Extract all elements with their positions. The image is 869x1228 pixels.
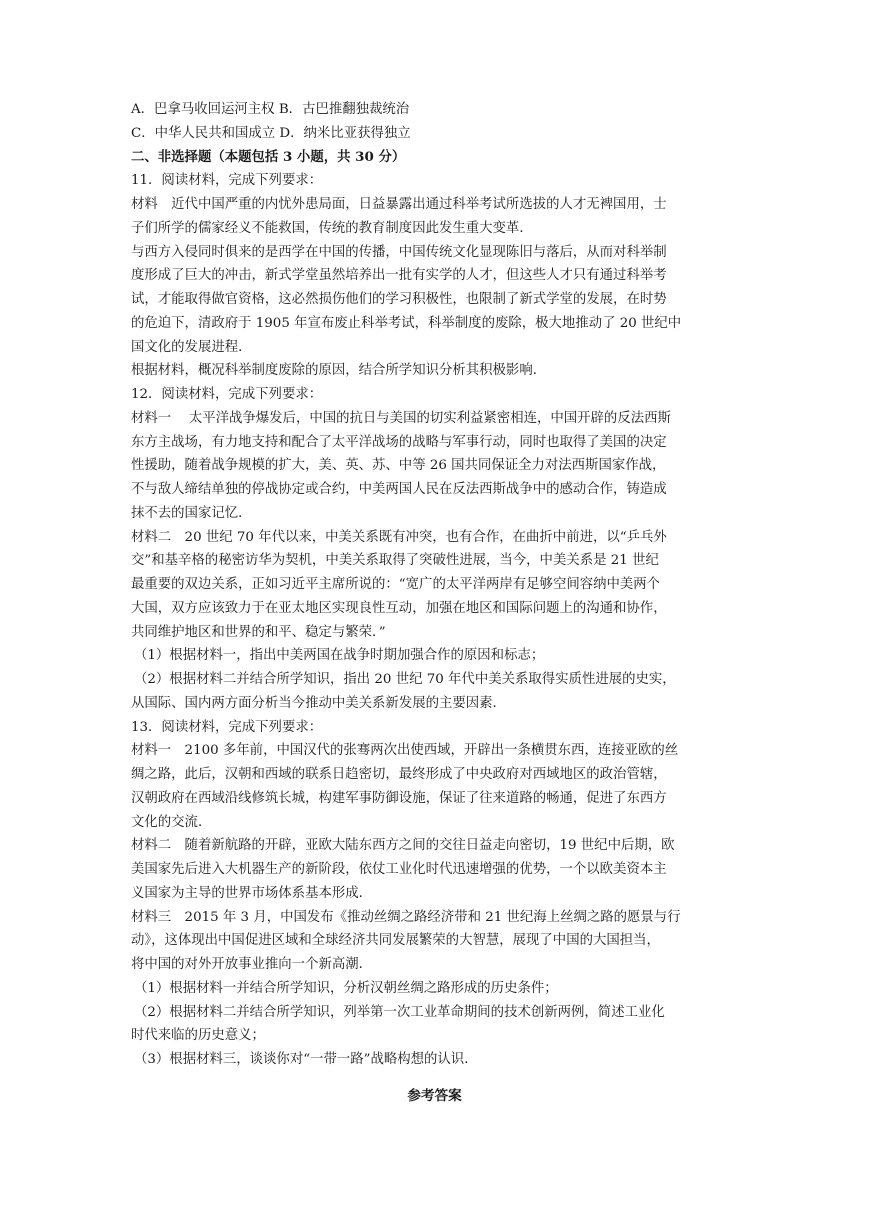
text-line: 与西方入侵同时俱来的是西学在中国的传播，中国传统文化显现陈旧与落后，从而对科举制 bbox=[131, 244, 667, 260]
question-13-sub-2: （2）根据材料二并结合所学知识，列举第一次工业革命期间的技术创新两例，简述工业化 bbox=[134, 1004, 665, 1020]
text-line: 义国家为主导的世界市场体系基本形成． bbox=[131, 885, 373, 901]
text-line: 抹不去的国家记忆． bbox=[131, 505, 252, 521]
answer-section-title: 参考答案 bbox=[407, 1088, 462, 1104]
text-line: 材料二 随着新航路的开辟，亚欧大陆东西方之间的交往日益走向密切，19 世纪中后期，欧 bbox=[131, 838, 675, 854]
text-line: 材料一 2100 多年前，中国汉代的张骞两次出使西域，开辟出一条横贯东西，连接亚欧的丝 bbox=[131, 743, 679, 759]
question-11-prompt: 根据材料，概况科举制度废除的原因，结合所学知识分析其积极影响． bbox=[131, 363, 547, 379]
question-13-sub-3: （3）根据材料三，谈谈你对“一带一路”战略构想的认识． bbox=[134, 1052, 478, 1067]
text-line: 性援助，随着战争规模的扩大，美、英、苏、中等 26 国共同保证全力对法西斯国家作战， bbox=[131, 458, 666, 474]
text-line: 国文化的发展进程． bbox=[131, 339, 252, 355]
text-line: 子们所学的儒家经义不能救国，传统的教育制度因此发生重大变革． bbox=[131, 220, 533, 236]
text-line: 从国际、国内两方面分析当今推动中美关系新发展的主要因素． bbox=[131, 695, 506, 711]
text-line: 时代来临的历史意义； bbox=[131, 1028, 265, 1044]
text-line: 度形成了巨大的冲击，新式学堂虽然培养出一批有实学的人才，但这些人才只有通过科举考 bbox=[131, 268, 667, 284]
text-line: 交”和基辛格的秘密访华为契机，中美关系取得了突破性进展，当今，中美关系是 21 世纪 bbox=[131, 553, 659, 569]
text-line: 最重要的双边关系，正如习近平主席所说的：“宽广的太平洋两岸有足够空间容纳中美两个 bbox=[131, 577, 661, 592]
section-heading: 二、非选择题（本题包括 3 小题，共 30 分） bbox=[131, 148, 406, 165]
text-line: 动》，这体现出中国促进区域和全球经济共同发展繁荣的大智慧，展现了中国的大国担当， bbox=[131, 933, 660, 949]
question-13-title: 13．阅读材料，完成下列要求： bbox=[131, 719, 323, 735]
question-12-title: 12．阅读材料，完成下列要求： bbox=[131, 387, 323, 402]
text-line: 大国，双方应该致力于在亚太地区实现良性互动，加强在地区和国际问题上的沟通和协作， bbox=[131, 600, 667, 616]
text-line: 将中国的对外开放事业推向一个新高潮． bbox=[131, 957, 373, 972]
text-line: 美国家先后进入大机器生产的新阶段，依仗工业化时代迅速增强的优势，一个以欧美资本主 bbox=[131, 862, 667, 877]
question-13-sub-1: （1）根据材料一并结合所学知识，分析汉朝丝绸之路形成的历史条件； bbox=[134, 980, 558, 996]
text-line: 材料二 20 世纪 70 年代以来，中美关系既有冲突，也有合作，在曲折中前进，以“乒乓外 bbox=[131, 529, 667, 545]
text-line: 材料三 2015 年 3 月，中国发布《推动丝绸之路经济带和 21 世纪海上丝绸之路的愿景与行 bbox=[131, 909, 681, 925]
option-line-cd: C．中华人民共和国成立 D．纳米比亚获得独立 bbox=[131, 125, 411, 141]
question-12-sub-1: （1）根据材料一，指出中美两国在战争时期加强合作的原因和标志； bbox=[134, 648, 545, 664]
text-line: 汉朝政府在西域沿线修筑长城，构建军事防御设施，保证了往来道路的畅通，促进了东西方 bbox=[131, 790, 667, 806]
text-line: 绸之路，此后，汉朝和西域的联系日趋密切，最终形成了中央政府对西域地区的政治管辖， bbox=[131, 767, 667, 782]
option-line-ab: A．巴拿马收回运河主权 B．古巴推翻独裁统治 bbox=[131, 102, 410, 117]
document-body bbox=[131, 98, 741, 1072]
text-line: 共同维护地区和世界的和平、稳定与繁荣．” bbox=[131, 624, 386, 640]
question-11-title: 11．阅读材料，完成下列要求： bbox=[131, 173, 323, 189]
text-line: 文化的交流． bbox=[131, 814, 212, 830]
text-line: 试，才能取得做官资格，这必然损伤他们的学习积极性，也限制了新式学堂的发展，在时势 bbox=[131, 292, 667, 307]
text-line: 的危迫下，清政府于 1905 年宣布废止科举考试，科举制度的废除，极大地推动了 20 世纪中 bbox=[131, 315, 682, 331]
text-line: 不与敌人缔结单独的停战协定或合约，中美两国人民在反法西斯战争中的感动合作，铸造成 bbox=[131, 482, 667, 497]
text-line: 材料一 太平洋战争爆发后，中国的抗日与美国的切实利益紧密相连，中国开辟的反法西斯 bbox=[131, 410, 671, 426]
text-line: 东方主战场，有力地支持和配合了太平洋战场的战略与军事行动，同时也取得了美国的决定 bbox=[131, 434, 667, 450]
text-line: 材料 近代中国严重的内忧外患局面，日益暴露出通过科举考试所选拔的人才无裨国用，士 bbox=[131, 197, 667, 212]
question-12-sub-2: （2）根据材料二并结合所学知识，指出 20 世纪 70 年代中美关系取得实质性进展的史实， bbox=[134, 672, 676, 687]
